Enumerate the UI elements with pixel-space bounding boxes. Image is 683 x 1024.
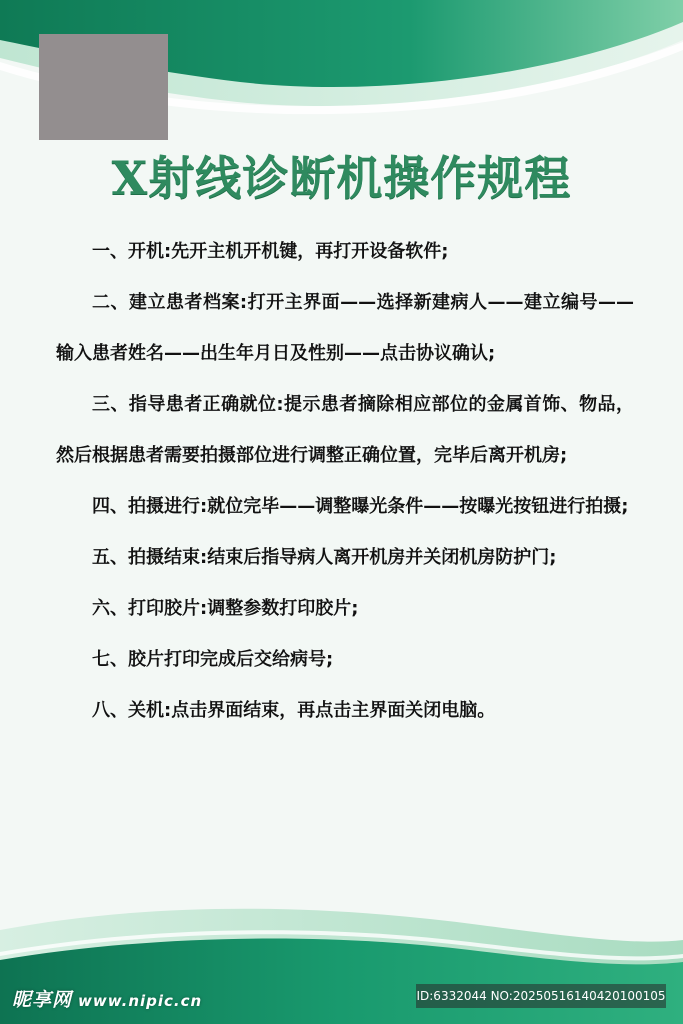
procedure-step-1: 一、开机:先开主机开机键，再打开设备软件; xyxy=(92,241,449,262)
watermark-url: www.nipic.cn xyxy=(78,992,203,1010)
logo-placeholder xyxy=(39,34,168,140)
procedure-step-3: 三、指导患者正确就位:提示患者摘除相应部位的金属首饰、物品，然后根据患者需要拍摄部位进行调整正确位置，完毕后离开机房; xyxy=(56,394,634,466)
procedure-step-5: 五、拍摄结束:结束后指导病人离开机房并关闭机房防护门; xyxy=(92,547,557,568)
procedure-step-8: 八、关机:点击界面结束，再点击主界面关闭电脑。 xyxy=(92,700,496,721)
procedure-step-7: 七、胶片打印完成后交给病号; xyxy=(92,649,334,670)
procedure-step-2: 二、建立患者档案:打开主界面——选择新建病人——建立编号——输入患者姓名——出生年月日及性别——点击协议确认; xyxy=(56,292,634,364)
procedure-step-6: 六、打印胶片:调整参数打印胶片; xyxy=(92,598,359,619)
procedure-step-4: 四、拍摄进行:就位完毕——调整曝光条件——按曝光按钮进行拍摄; xyxy=(92,496,629,517)
page-title: X射线诊断机操作规程 xyxy=(111,151,572,205)
procedure-list xyxy=(56,226,634,736)
watermark-id: ID:6332044 NO:20250516140420100105 xyxy=(416,984,666,1008)
watermark-brand xyxy=(12,985,202,1012)
watermark-brand-name: 昵享网 xyxy=(12,989,73,1011)
